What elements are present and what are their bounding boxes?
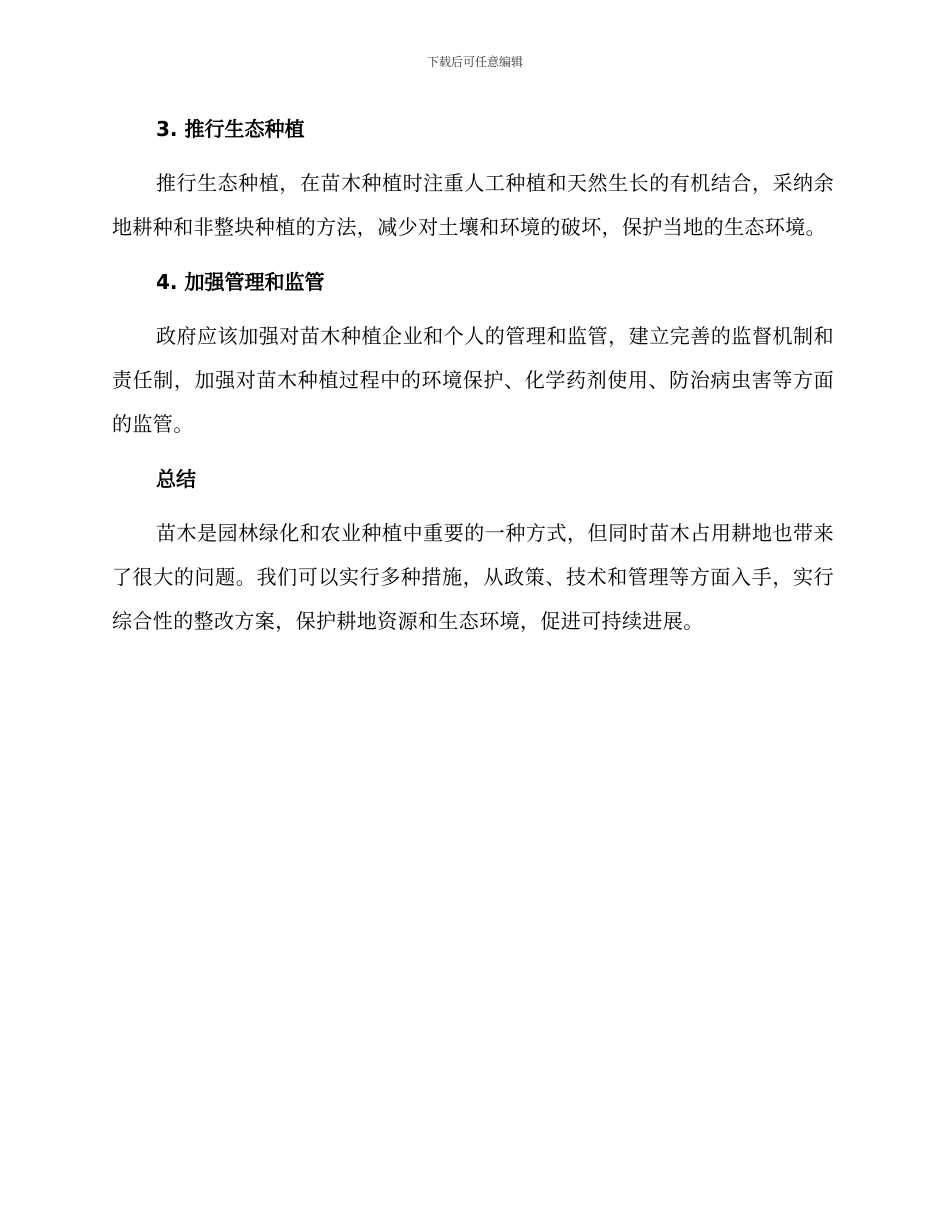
section-heading-management: 4. 加强管理和监管: [156, 270, 325, 294]
section-heading-ecological-planting: 3. 推行生态种植: [156, 117, 305, 141]
section-paragraph-ecological-planting: 推行生态种植，在苗木种植时注重人工种植和天然生长的有机结合，采纳余地耕种和非整块种植的方法，减少对土壤和环境的破坏，保护当地的生态环境。: [112, 171, 834, 239]
section-paragraph-summary: 苗木是园林绿化和农业种植中重要的一种方式，但同时苗木占用耕地也带来了很大的问题。我们可以实行多种措施，从政策、技术和管理等方面入手，实行综合性的整改方案，保护耕地资源和生态环境，促进可持续进展。: [112, 521, 834, 633]
section-heading-summary: 总结: [156, 467, 196, 491]
section-paragraph-management: 政府应该加强对苗木种植企业和个人的管理和监管，建立完善的监督机制和责任制，加强对苗木种植过程中的环境保护、化学药剂使用、防治病虫害等方面的监管。: [112, 324, 834, 436]
document-body: [112, 108, 834, 655]
page-header: 下载后可任意编辑: [426, 55, 523, 69]
